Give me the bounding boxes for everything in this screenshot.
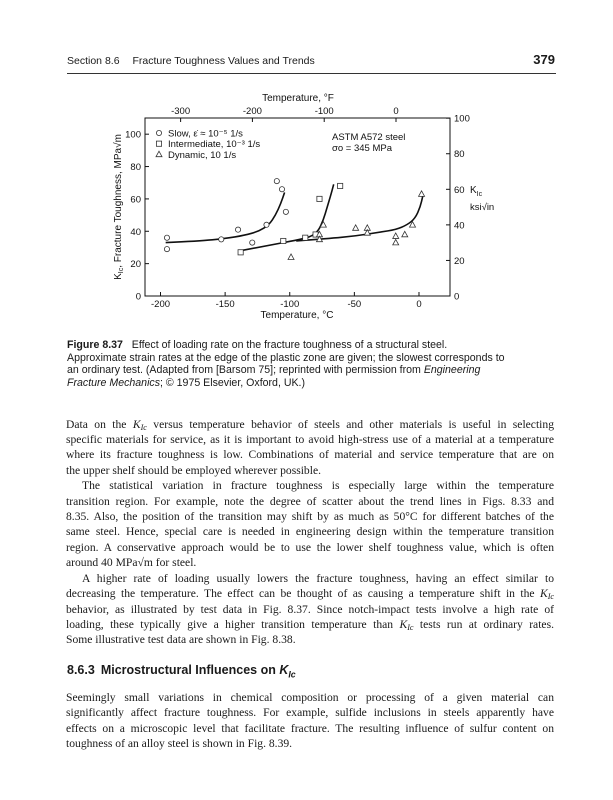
figure-caption bbox=[67, 339, 567, 389]
annotation-yield: σo = 345 MPa bbox=[332, 143, 392, 154]
caption-line: ; © 1975 Elsevier, Oxford, UK.) bbox=[160, 376, 306, 389]
circle-data-point bbox=[279, 187, 284, 192]
x-tick-label: -200 bbox=[151, 299, 171, 310]
circle-data-point bbox=[264, 222, 269, 227]
kic-symbol: $K_{Ic}$ bbox=[539, 587, 554, 602]
x-axis-title: Temperature, °C bbox=[260, 310, 334, 321]
right-tick-label: 100 bbox=[454, 113, 470, 125]
x-tick-label: 0 bbox=[416, 299, 422, 310]
circle-data-point bbox=[164, 235, 169, 240]
circle-data-point bbox=[219, 237, 224, 242]
paragraph-2-line: region. A conservative approach would be to use the lower shelf toughness value, which is often bbox=[66, 541, 554, 554]
circle-legend-icon bbox=[156, 130, 161, 135]
kic-symbol: $K_{Ic}$ bbox=[132, 417, 147, 432]
section-heading: 8.6.3 Microstructural Influences on $K_{Ic}$ bbox=[67, 663, 296, 680]
paragraph-3-line: behavior, as illustrated by test data in Fig. 8.37. Since notch-impact tests involve a high rate of bbox=[66, 603, 554, 616]
right-axis-unit: ksi√in bbox=[470, 202, 495, 213]
page-number: 379 bbox=[533, 52, 555, 67]
circle-data-point bbox=[235, 227, 240, 232]
y-tick-label: 60 bbox=[130, 194, 141, 206]
y-tick-label: 20 bbox=[130, 259, 141, 271]
paragraph-1-line: specific materials for service, as it is important to avoid high-stress use of a material at a temperature bbox=[66, 433, 554, 446]
figure-label: Figure 8.37 bbox=[67, 339, 123, 351]
top-tick-label: -200 bbox=[242, 106, 262, 117]
y-axis-title: $K_{Ic}$, Fracture Toughness, MPa√m bbox=[113, 134, 125, 280]
top-tick-label: -100 bbox=[314, 106, 334, 117]
right-tick-label: 40 bbox=[454, 220, 465, 232]
kic-symbol: $K_{Ic}$ bbox=[399, 618, 414, 633]
paragraph-1-line: Data on the $K_{Ic}$ versus temperature behavior of steels and other materials is useful in selecting bbox=[66, 417, 554, 432]
top-axis-title: Temperature, °F bbox=[262, 93, 334, 104]
square-data-point bbox=[338, 183, 343, 188]
chapter-section-title: Fracture Toughness Values and Trends bbox=[132, 55, 315, 67]
right-tick-label: 0 bbox=[454, 291, 460, 303]
section-number: 8.6.3 bbox=[67, 663, 95, 677]
legend-label: Dynamic, 10 1/s bbox=[168, 149, 237, 161]
right-tick-label: 80 bbox=[454, 149, 465, 161]
top-tick-label: 0 bbox=[393, 106, 399, 117]
square-data-point bbox=[317, 196, 322, 201]
x-tick-label: -150 bbox=[215, 299, 235, 310]
square-data-point bbox=[303, 235, 308, 240]
legend-label: Slow, ε̇ ≈ 10⁻⁵ 1/s bbox=[168, 128, 243, 140]
paragraph-3-line: A higher rate of loading usually lowers the fracture toughness, having an effect similar to bbox=[82, 572, 554, 585]
y-tick-label: 0 bbox=[135, 291, 141, 303]
paragraph-2-line: around 40 MPa√m for steel. bbox=[66, 556, 197, 569]
legend bbox=[156, 129, 260, 161]
right-tick-label: 60 bbox=[454, 184, 465, 196]
paragraph-3-line: loading, these typically give a higher transition temperature than $K_{Ic}$ tests run at ordinary rates. bbox=[66, 618, 554, 633]
annotation-steel: ASTM A572 steel bbox=[332, 132, 406, 143]
paragraph-4-line: significantly affect fracture toughness. For example, sulfide inclusions in steels apparently have bbox=[66, 706, 554, 719]
fracture-toughness-chart bbox=[0, 0, 613, 330]
paragraph-1-line: the upper shelf should be employed wherever possible. bbox=[66, 464, 321, 477]
journal-name: Engineering bbox=[423, 364, 481, 376]
paragraph-1-line: where its fracture toughness is low. Combinations of material and service temperature that are on bbox=[66, 448, 554, 461]
x-tick-label: -100 bbox=[280, 299, 300, 310]
section-label: Section 8.6 bbox=[67, 55, 120, 67]
right-tick-label: 20 bbox=[454, 255, 465, 267]
caption-line: Approximate strain rates at the edge of the plastic zone are given; the slowest corresponds to bbox=[67, 351, 505, 364]
square-legend-icon bbox=[156, 141, 161, 146]
circle-data-point bbox=[250, 240, 255, 245]
y-tick-label: 100 bbox=[125, 129, 141, 141]
circle-data-point bbox=[274, 179, 279, 184]
section-title: Microstructural Influences on bbox=[100, 663, 280, 677]
triangle-data-point bbox=[288, 254, 294, 259]
circle-trend-line bbox=[166, 192, 285, 242]
triangle-data-point bbox=[402, 231, 408, 237]
x-tick-label: -50 bbox=[347, 299, 362, 310]
paragraph-4-line: effects on a microscopic level that facilitate fracture. The resulting influence of sulfur content on bbox=[66, 722, 554, 735]
triangle-data-point bbox=[393, 233, 399, 239]
paragraph-2-line: transition region. For example, note the degree of scatter about the trend lines in Figs. 8.33 and bbox=[66, 495, 554, 508]
triangle-data-point bbox=[393, 239, 399, 245]
caption-line: an ordinary test. (Adapted from [Barsom 75]; reprinted with permission from bbox=[67, 364, 421, 376]
circle-data-point bbox=[283, 209, 288, 214]
paragraph-3-line: Some illustrative test data are shown in Fig. 8.38. bbox=[66, 633, 296, 646]
right-axis-title: $K_{Ic}$ bbox=[470, 185, 483, 198]
paragraph-4-line: toughness of an alloy steel is shown in Fig. 8.39. bbox=[66, 737, 293, 750]
paragraph-2-line: The statistical variation in fracture toughness is especially large within the temperature bbox=[82, 479, 554, 492]
paragraph-4-line: Seemingly small variations in chemical composition or processing of a given material can bbox=[66, 691, 554, 704]
top-tick-label: -300 bbox=[171, 106, 191, 117]
journal-name: Fracture Mechanics bbox=[67, 376, 161, 389]
triangle-legend-icon bbox=[156, 151, 162, 157]
y-tick-label: 80 bbox=[130, 162, 141, 174]
paragraph-3-line: decreasing the temperature. The effect can be thought of as causing a temperature shift in the $K_{Ic}$ bbox=[66, 587, 554, 602]
square-data-point bbox=[281, 238, 286, 243]
y-tick-label: 40 bbox=[130, 226, 141, 238]
paragraph-2-line: 8.35. Also, the position of the transition may shift by as much as 50°C for different batches of the bbox=[66, 510, 554, 523]
circle-data-point bbox=[164, 246, 169, 251]
legend-label: Intermediate, 10⁻³ 1/s bbox=[168, 139, 261, 151]
paragraph-2-line: same steel. Hence, special care is needed in engineering design within the temperature transition bbox=[66, 525, 554, 538]
triangle-data-point bbox=[419, 191, 425, 197]
square-data-point bbox=[238, 250, 243, 255]
caption-line: Effect of loading rate on the fracture toughness of a structural steel. bbox=[131, 339, 448, 351]
triangle-data-point bbox=[353, 225, 359, 231]
